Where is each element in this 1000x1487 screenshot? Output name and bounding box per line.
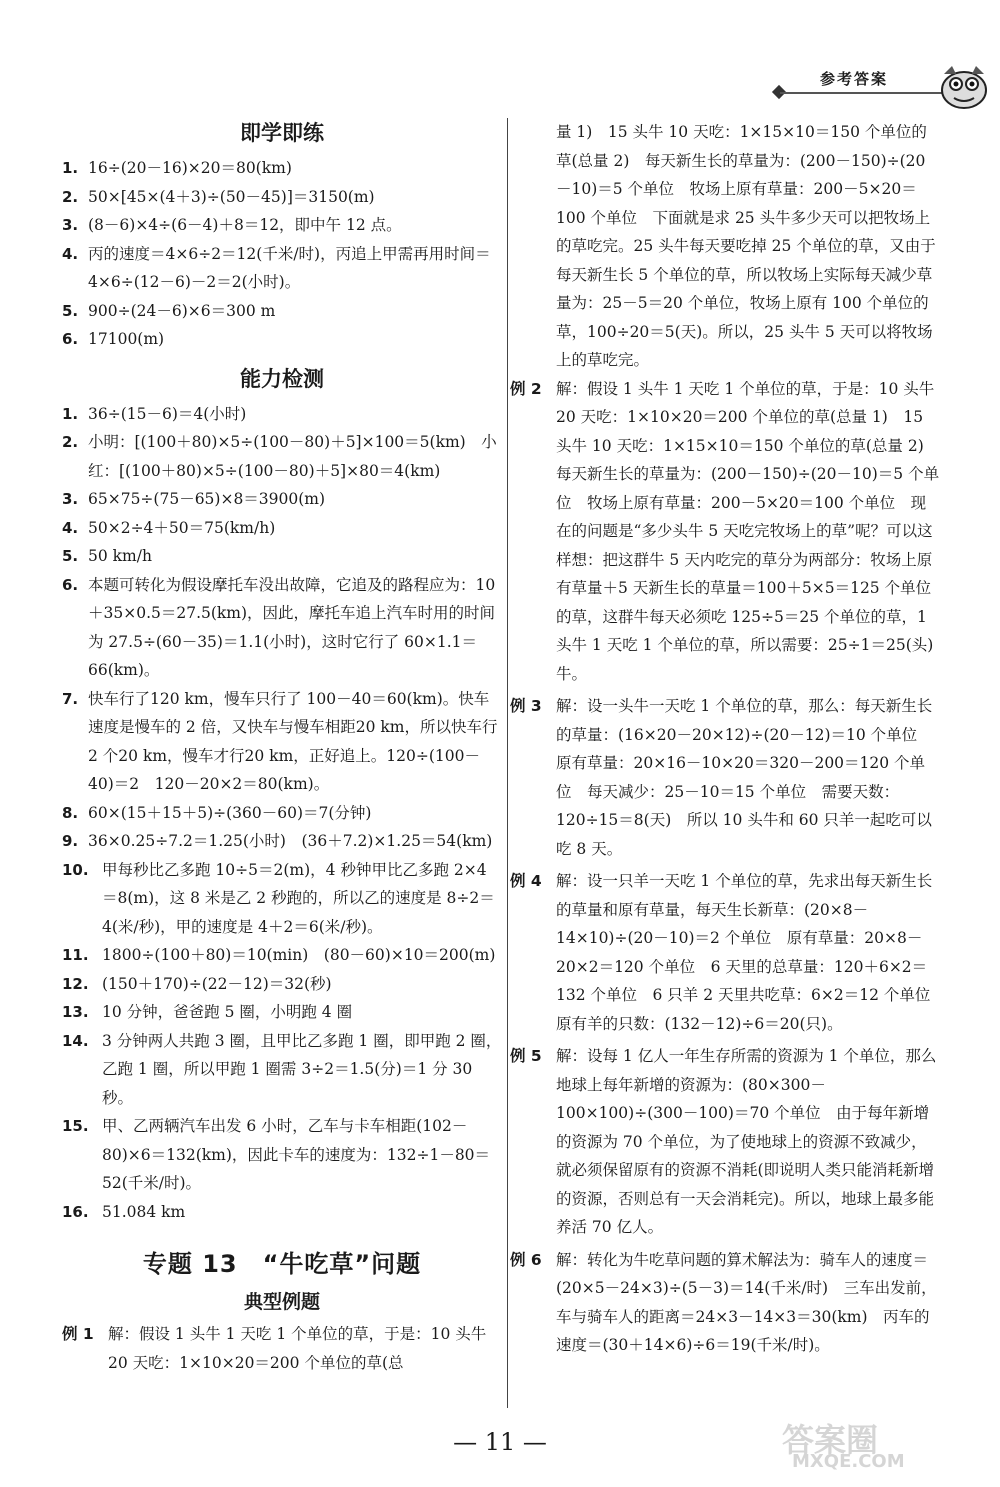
example-tag: 例 1 xyxy=(62,1325,94,1343)
item-text: 51.084 km xyxy=(102,1202,186,1221)
item-number: 14. xyxy=(62,1031,89,1050)
subsection-title: 典型例题 xyxy=(243,1291,320,1313)
list-item xyxy=(62,571,502,685)
item-text: 900÷(24－6)×6＝300 m xyxy=(88,301,276,320)
item-text: 10 分钟，爸爸跑 5 圈，小明跑 4 圈 xyxy=(102,1003,353,1021)
example-5 xyxy=(510,1042,940,1242)
list-item xyxy=(62,485,502,514)
list-item xyxy=(62,183,502,212)
example-tag: 例 4 xyxy=(510,872,542,890)
item-number: 6. xyxy=(62,575,79,594)
practice-list xyxy=(62,154,502,354)
list-item xyxy=(62,998,502,1027)
left-column xyxy=(62,108,502,1381)
ability-list xyxy=(62,400,502,1227)
item-text: (8－6)×4÷(6－4)＋8＝12，即中午 12 点。 xyxy=(88,216,402,234)
item-number: 10. xyxy=(62,860,89,879)
item-number: 2. xyxy=(62,187,79,206)
item-number: 13. xyxy=(62,1003,89,1021)
item-number: 15. xyxy=(62,1117,89,1135)
example-1-continued: 量 1) 15 头牛 10 天吃：1×15×10＝150 个单位的草(总量 2) 每天新生长的草量为：(200－150)÷(20－10)＝5 个单位 牧场上原有草量：200－5×20＝100 个单位 下面就是求 25 头牛多少天可以把牧场上的草吃完。25 头牛每天要吃掉 25 个单位的草，又由于每天新生长 5 个单位的草，所以牧场上实际每天减少草量为：25－5＝20 个单位，牧场上原有 100 个单位的草，100÷20＝5(天)。所以，25 头牛 5 天可以将牧场上的草吃完。 xyxy=(556,123,936,369)
item-number: 1. xyxy=(62,159,79,177)
watermark-logo: 答案圈 xyxy=(782,1421,879,1459)
item-text: (150＋170)÷(22－12)＝32(秒) xyxy=(102,974,332,993)
item-text: 16÷(20－16)×20＝80(km) xyxy=(88,159,292,177)
item-number: 1. xyxy=(62,404,79,423)
item-number: 4. xyxy=(62,244,79,263)
item-number: 3. xyxy=(62,216,79,234)
item-number: 3. xyxy=(62,490,79,508)
item-number: 5. xyxy=(62,547,79,565)
watermark-url: MXQE.COM xyxy=(792,1451,905,1472)
item-number: 4. xyxy=(62,518,79,537)
item-number: 2. xyxy=(62,433,79,451)
example-1 xyxy=(62,1320,502,1377)
list-item xyxy=(62,154,502,183)
item-number: 12. xyxy=(62,974,89,993)
item-number: 8. xyxy=(62,803,79,822)
example-2 xyxy=(510,375,940,689)
item-number: 7. xyxy=(62,689,79,708)
list-item xyxy=(62,685,502,799)
list-item xyxy=(62,325,502,354)
example-text: 解：假设 1 头牛 1 天吃 1 个单位的草，于是：10 头牛 20 天吃：1×10×20＝200 个单位的草(总 xyxy=(108,1325,487,1372)
page-header xyxy=(780,60,1000,120)
header-rule xyxy=(780,92,950,94)
example-text: 解：转化为牛吃草问题的算术解法为：骑车人的速度＝(20×5－24×3)÷(5－3)＝14(千米/时) 三车出发前，车与骑车人的距离＝24×3－14×3＝30(km) 丙车的速度＝(30＋14×6)÷6＝19(千米/时)。 xyxy=(556,1250,937,1354)
item-text: 36×0.25÷7.2＝1.25(小时) (36＋7.2)×1.25＝54(km) xyxy=(88,832,493,850)
list-item xyxy=(62,856,502,942)
mascot-icon xyxy=(934,60,994,112)
example-tag: 例 5 xyxy=(510,1047,542,1065)
example-3 xyxy=(510,692,940,863)
list-item xyxy=(62,970,502,999)
example-tag: 例 6 xyxy=(510,1250,542,1269)
example-text: 解：设每 1 亿人一年生存所需的资源为 1 个单位，那么地球上每年新增的资源为：(80×300－100×100)÷(300－100)＝70 个单位 由于每年新增的资源为 70 个单位，为了使地球上的资源不致减少，就必须保留原有的资源不消耗(即说明人类只能消耗新增的资源，否则总有一天会消耗完)。所以，地球上最多能养活 70 亿人。 xyxy=(556,1047,937,1236)
item-text: 36÷(15－6)＝4(小时) xyxy=(88,404,247,423)
list-item xyxy=(62,297,502,326)
item-number: 11. xyxy=(62,946,89,964)
list-item xyxy=(62,211,502,240)
item-text: 快车行了120 km，慢车只行了 100－40＝60(km)。快车速度是慢车的 2 倍，又快车与慢车相距20 km，所以快车行 2 个20 km，慢车才行20 km，正好追上。120÷(100－40)＝2 120－20×2＝80(km)。 xyxy=(88,689,498,793)
list-item xyxy=(62,1027,502,1113)
item-text: 65×75÷(75－65)×8＝3900(m) xyxy=(88,490,326,508)
item-text: 甲、乙两辆汽车出发 6 小时，乙车与卡车相距(102－80)×6＝132(km)，因此卡车的速度为：132÷1－80＝52(千米/时)。 xyxy=(102,1117,491,1192)
example-4 xyxy=(510,867,946,1038)
item-number: 5. xyxy=(62,301,79,320)
list-item xyxy=(62,240,502,297)
list-item xyxy=(62,799,502,828)
right-column xyxy=(510,118,946,1364)
page-number: — 11 — xyxy=(453,1428,547,1456)
example-tag: 例 2 xyxy=(510,379,542,398)
example-6 xyxy=(510,1246,940,1360)
example-text: 解：假设 1 头牛 1 天吃 1 个单位的草，于是：10 头牛 20 天吃：1×10×20＝200 个单位的草(总量 1) 15 头牛 10 天吃：1×15×10＝150 个单位的草(总量 2) 每天新生长的草量为：(200－150)÷(20－10)＝5 个单位 牧场上原有草量：200－5×20＝100 个单位 现在的问题是“多少头牛 5 天吃完牧场上的草”呢？可以这样想：把这群牛 5 天内吃完的草分为两部分：牧场上原有草量＋5 天新生长的草量＝100＋5×5＝125 个单位的草，这群牛每天必须吃 125÷5＝25 个单位的草，1 头牛 1 天吃 1 个单位的草，所以需要：25÷1＝25(头)牛。 xyxy=(556,379,940,683)
item-number: 6. xyxy=(62,330,79,348)
example-text: 解：设一只羊一天吃 1 个单位的草，先求出每天新生长的草量和原有草量，每天生长新草：(20×8－14×10)÷(20－10)＝2 个单位 原有草量：20×8－20×2＝120 个单位 6 天里的总草量：120＋6×2＝132 个单位 6 只羊 2 天里共吃草：6×2＝12 个单位 原有羊的只数：(132－12)÷6＝20(只)。 xyxy=(556,872,946,1033)
item-text: 本题可转化为假设摩托车没出故障，它追及的路程应为：10＋35×0.5＝27.5(km)，因此，摩托车追上汽车时用的时间为 27.5÷(60－35)＝1.1(小时)，这时它行了 60×1.1＝66(km)。 xyxy=(88,575,496,679)
watermark xyxy=(782,1415,982,1475)
example-text: 解：设一头牛一天吃 1 个单位的草，那么：每天新生长的草量：(16×20－20×12)÷(20－12)＝10 个单位 原有草量：20×16－10×20＝320－200＝120 个单位 每天减少：25－10＝15 个单位 需要天数：120÷15＝8(天) 所以 10 头牛和 60 只羊一起吃可以吃 8 天。 xyxy=(556,697,933,858)
item-text: 小明：[(100＋80)×5÷(100－80)＋5]×100＝5(km) 小红：[(100＋80)×5÷(100－80)＋5]×80＝4(km) xyxy=(88,433,497,480)
item-text: 丙的速度＝4×6÷2＝12(千米/时)，丙追上甲需再用时间＝4×6÷(12－6)－2＝2(小时)。 xyxy=(88,244,491,291)
column-divider xyxy=(507,118,508,1408)
item-text: 50 km/h xyxy=(88,547,152,565)
list-item xyxy=(62,941,502,970)
list-item xyxy=(62,827,502,856)
list-item xyxy=(62,542,502,571)
item-text: 3 分钟两人共跑 3 圈，且甲比乙多跑 1 圈，即甲跑 2 圈，乙跑 1 圈，所以甲跑 1 圈需 3÷2＝1.5(分)＝1 分 30 秒。 xyxy=(102,1031,502,1107)
list-item xyxy=(62,428,502,485)
header-title: 参考答案 xyxy=(820,70,889,88)
topic-title: 专题 13 “牛吃草”问题 xyxy=(142,1250,422,1278)
item-text: 17100(m) xyxy=(88,330,165,348)
item-number: 16. xyxy=(62,1202,89,1221)
list-item xyxy=(62,1112,502,1198)
item-text: 甲每秒比乙多跑 10÷5＝2(m)，4 秒钟甲比乙多跑 2×4＝8(m)，这 8 米是乙 2 秒跑的，所以乙的速度是 8÷2＝4(米/秒)，甲的速度是 4＋2＝6(米/秒)。 xyxy=(102,860,495,936)
section-title-practice: 即学即练 xyxy=(240,121,324,145)
list-item xyxy=(62,514,502,543)
item-text: 50×2÷4＋50＝75(km/h) xyxy=(88,518,276,537)
list-item xyxy=(62,1198,502,1227)
item-number: 9. xyxy=(62,832,79,850)
item-text: 50×[45×(4＋3)÷(50－45)]＝3150(m) xyxy=(88,187,375,206)
example-tag: 例 3 xyxy=(510,697,542,715)
section-title-ability: 能力检测 xyxy=(240,366,324,391)
item-text: 1800÷(100＋80)＝10(min) (80－60)×10＝200(m) xyxy=(102,946,496,964)
item-text: 60×(15＋15＋5)÷(360－60)＝7(分钟) xyxy=(88,803,372,822)
list-item xyxy=(62,400,502,429)
